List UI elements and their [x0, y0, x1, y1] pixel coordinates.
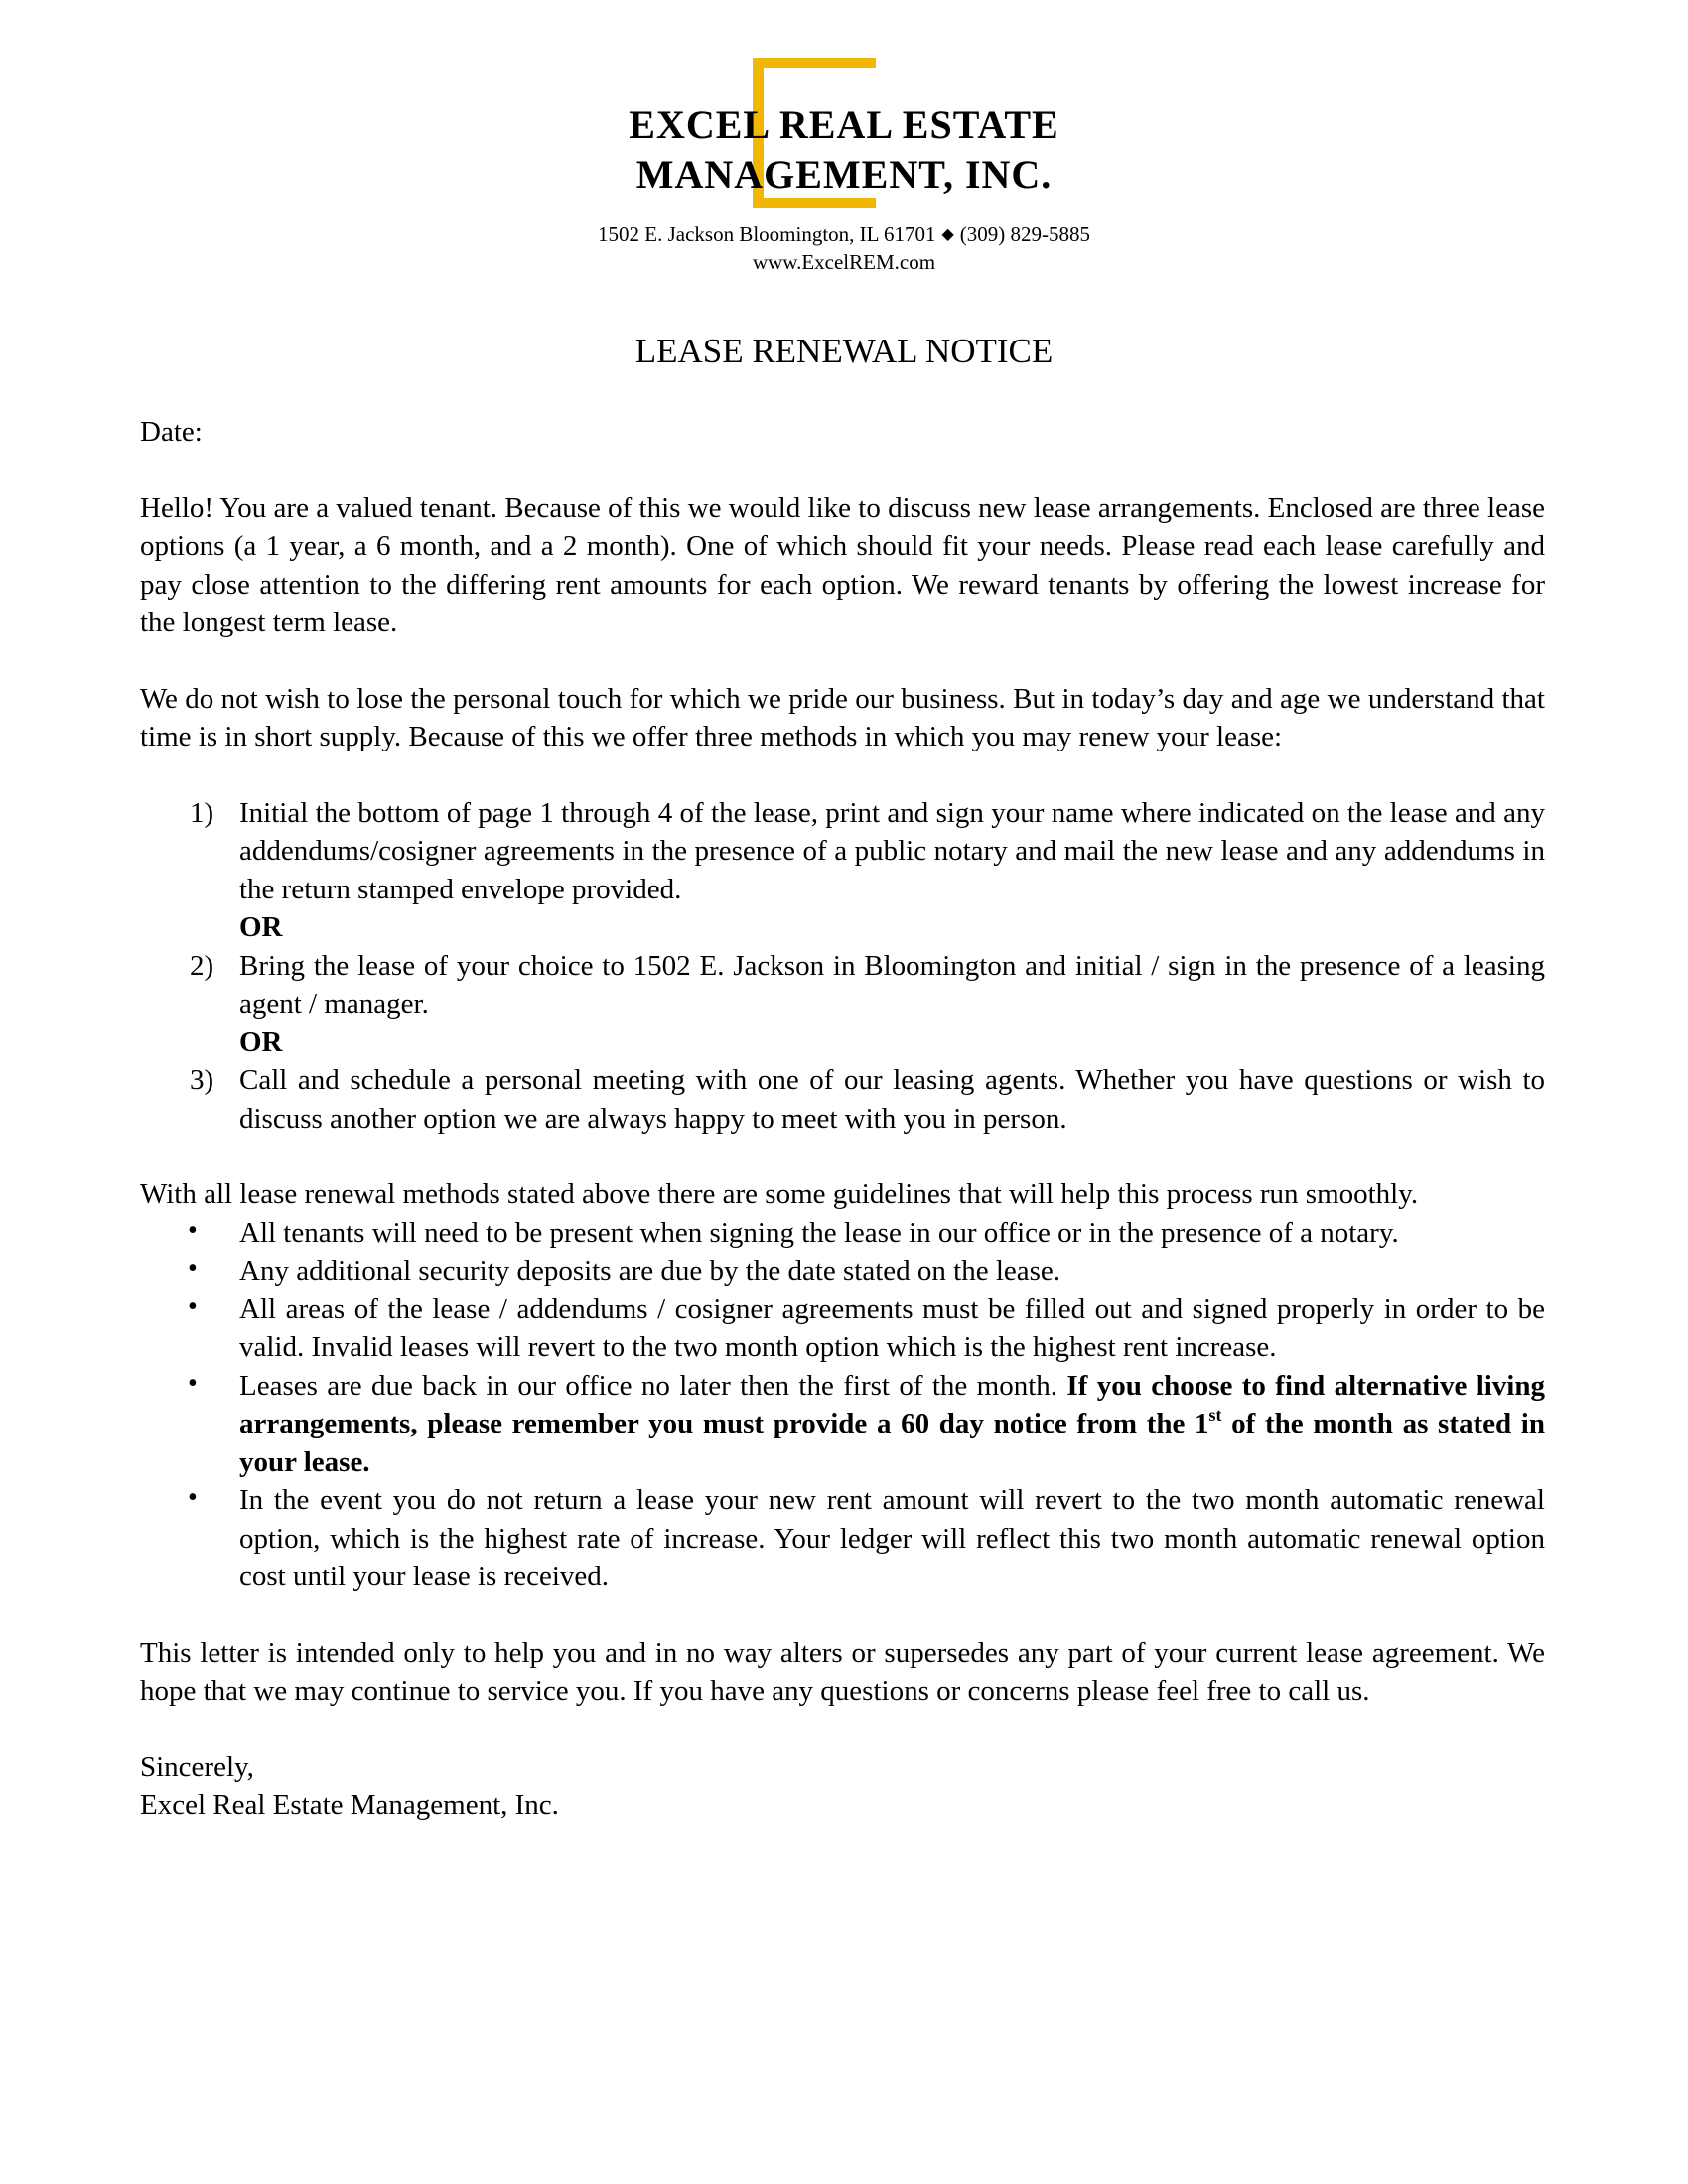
contact-line — [0, 220, 1688, 249]
list-number: 2) — [190, 949, 214, 982]
guideline-text: All tenants will need to be present when signing the lease in our office or in the presence of a notary. — [239, 1216, 1399, 1249]
list-item — [140, 1214, 1545, 1253]
date-label: Date: — [140, 416, 203, 448]
notice-warning-text: If you choose to find alternative living arrangements, please remember you must provide a 60 day notice from the 1 — [239, 1369, 1545, 1439]
company-name-line1: EXCEL REAL ESTATE — [629, 102, 1059, 147]
ordinal-suffix: st — [1208, 1405, 1222, 1425]
bullet-icon: • — [188, 1253, 198, 1284]
guidelines-intro-paragraph: With all lease renewal methods stated above there are some guidelines that will help this process run smoothly. — [140, 1178, 1419, 1210]
list-number: 3) — [190, 1064, 214, 1096]
list-item — [140, 794, 1545, 909]
method-text: Bring the lease of your choice to 1502 E. Jackson in Bloomington and initial / sign in the presence of a leasing agent / manager. — [239, 949, 1545, 1020]
notice-warning-end: of the month as stated in your lease. — [239, 1408, 1545, 1478]
list-item — [140, 1481, 1545, 1596]
website: www.ExcelREM.com — [752, 250, 936, 274]
closing-salutation: Sincerely, — [140, 1750, 254, 1783]
guideline-text: Any additional security deposits are due by the date stated on the lease. — [239, 1255, 1061, 1287]
list-item — [140, 1367, 1545, 1482]
guideline-text: In the event you do not return a lease your new rent amount will revert to the two month automatic renewal option, which is the highest rate of increase. Your ledger will reflect this two month automatic renewal option cost until your lease is received. — [239, 1484, 1545, 1592]
method-text: Call and schedule a personal meeting with one of our leasing agents. Whether you have questions or wish to discuss another option we are always happy to meet with you in person. — [239, 1064, 1545, 1135]
guidelines-list — [140, 1214, 1545, 1596]
list-item — [140, 1291, 1545, 1367]
company-name-line2: MANAGEMENT, INC. — [635, 152, 1053, 197]
or-separator: OR — [239, 1025, 283, 1058]
closing-paragraph: This letter is intended only to help you and in no way alters or supersedes any part of your current lease agreement. We hope that we may continue to service you. If you have any questions or concerns please feel free to call us. — [140, 1636, 1545, 1706]
intro-paragraph: Hello! You are a valued tenant. Because of this we would like to discuss new lease arrangements. Enclosed are three lease options (a 1 year, a 6 month, and a 2 month). One of which should fit your needs. Please read each lease carefully and pay close attention to the differing rent amounts for each option. We reward tenants by offering the lowest increase for the longest term lease. — [140, 491, 1545, 638]
methods-intro-paragraph: We do not wish to lose the personal touch for which we pride our business. But in today’s day and age we understand that time is in short supply. Because of this we offer three methods in which you may renew your lease: — [140, 682, 1545, 752]
or-separator: OR — [239, 911, 283, 943]
document-title: LEASE RENEWAL NOTICE — [634, 332, 1054, 370]
diamond-separator-icon: ◆ — [941, 226, 954, 243]
list-item — [140, 947, 1545, 1024]
bullet-icon: • — [188, 1482, 198, 1513]
renewal-methods-list — [140, 794, 1545, 1139]
list-item — [140, 1061, 1545, 1138]
address: 1502 E. Jackson Bloomington, IL 61701 — [598, 222, 936, 246]
letter-body — [140, 413, 1545, 1825]
list-number: 1) — [190, 796, 214, 829]
phone: (309) 829-5885 — [959, 222, 1090, 246]
bullet-icon: • — [188, 1367, 198, 1399]
bullet-icon: • — [188, 1291, 198, 1322]
method-text: Initial the bottom of page 1 through 4 of the lease, print and sign your name where indicated on the lease and any addendums/cosigner agreements in the presence of a public notary and mail the new lease and any addendums in the return stamped envelope provided. — [239, 796, 1545, 905]
guideline-text: All areas of the lease / addendums / cosigner agreements must be filled out and signed properly in order to be valid. Invalid leases will revert to the two month option which is the highest rent increase. — [239, 1293, 1545, 1363]
bullet-icon: • — [188, 1214, 198, 1246]
signature-line: Excel Real Estate Management, Inc. — [140, 1789, 559, 1821]
list-item — [140, 1252, 1545, 1291]
guideline-text: Leases are due back in our office no later then the first of the month. — [239, 1369, 1067, 1402]
